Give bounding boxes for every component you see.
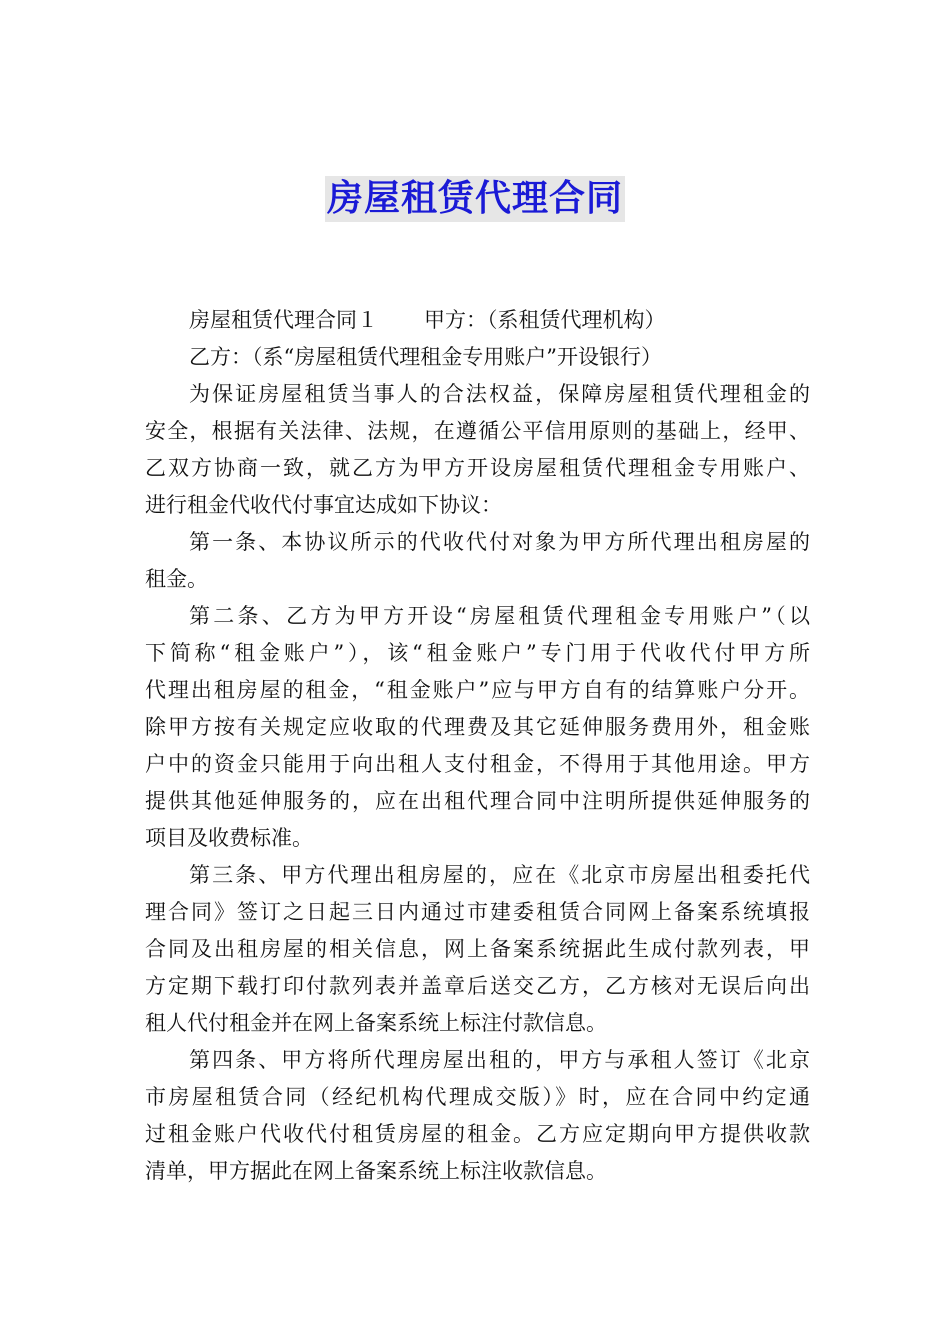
paragraph-lines (145, 339, 810, 1190)
text-line: 项目及收费标准。 (145, 826, 313, 850)
text-line: 市房屋租赁合同（经纪机构代理成交版）》时，应在合同中约定通 (145, 1085, 810, 1109)
text-line: 为保证房屋租赁当事人的合法权益，保障房屋租赁代理租金的 (189, 382, 810, 406)
text-line: 第四条、甲方将所代理房屋出租的，甲方与承租人签订《北京 (189, 1048, 810, 1072)
text-line: 合同及出租房屋的相关信息，网上备案系统据此生成付款列表，甲 (145, 937, 810, 961)
text-line: 乙双方协商一致，就乙方为甲方开设房屋租赁代理租金专用账户、 (145, 456, 810, 480)
text-line: 清单，甲方据此在网上备案系统上标注收款信息。 (145, 1159, 607, 1183)
document-body (145, 302, 810, 1190)
text-line: 理合同》签订之日起三日内通过市建委租赁合同网上备案系统填报 (145, 900, 810, 924)
text-line: 第三条、甲方代理出租房屋的，应在《北京市房屋出租委托代 (189, 863, 810, 887)
text-line: 代理出租房屋的租金，“租金账户”应与甲方自有的结算账户分开。 (145, 678, 810, 702)
text-line: 户中的资金只能用于向出租人支付租金，不得用于其他用途。甲方 (145, 752, 810, 776)
contract-number: 房屋租赁代理合同１ (189, 308, 378, 332)
text-line: 除甲方按有关规定应收取的代理费及其它延伸服务费用外，租金账 (145, 715, 810, 739)
party-a: 甲方：（系租赁代理机构） (424, 308, 666, 332)
text-line: 方定期下载打印付款列表并盖章后送交乙方，乙方核对无误后向出 (145, 974, 810, 998)
document-title: 房屋租赁代理合同 (325, 176, 625, 222)
text-line: 第二条、乙方为甲方开设“房屋租赁代理租金专用账户”（以 (189, 604, 810, 628)
text-line: 乙方：（系“房屋租赁代理租金专用账户”开设银行） (189, 345, 662, 369)
text-line: 进行租金代收代付事宜达成如下协议： (145, 493, 502, 517)
text-line: 下简称“租金账户”），该“租金账户”专门用于代收代付甲方所 (145, 641, 810, 665)
title-container (0, 176, 950, 222)
text-line: 安全，根据有关法律、法规，在遵循公平信用原则的基础上，经甲、 (145, 419, 810, 443)
text-line: 第一条、本协议所示的代收代付对象为甲方所代理出租房屋的 (189, 530, 810, 554)
text-line: 租人代付租金并在网上备案系统上标注付款信息。 (145, 1011, 607, 1035)
text-line: 提供其他延伸服务的，应在出租代理合同中注明所提供延伸服务的 (145, 789, 810, 813)
header-line (145, 302, 810, 339)
text-line: 租金。 (145, 567, 208, 591)
text-line: 过租金账户代收代付租赁房屋的租金。乙方应定期向甲方提供收款 (145, 1122, 810, 1146)
